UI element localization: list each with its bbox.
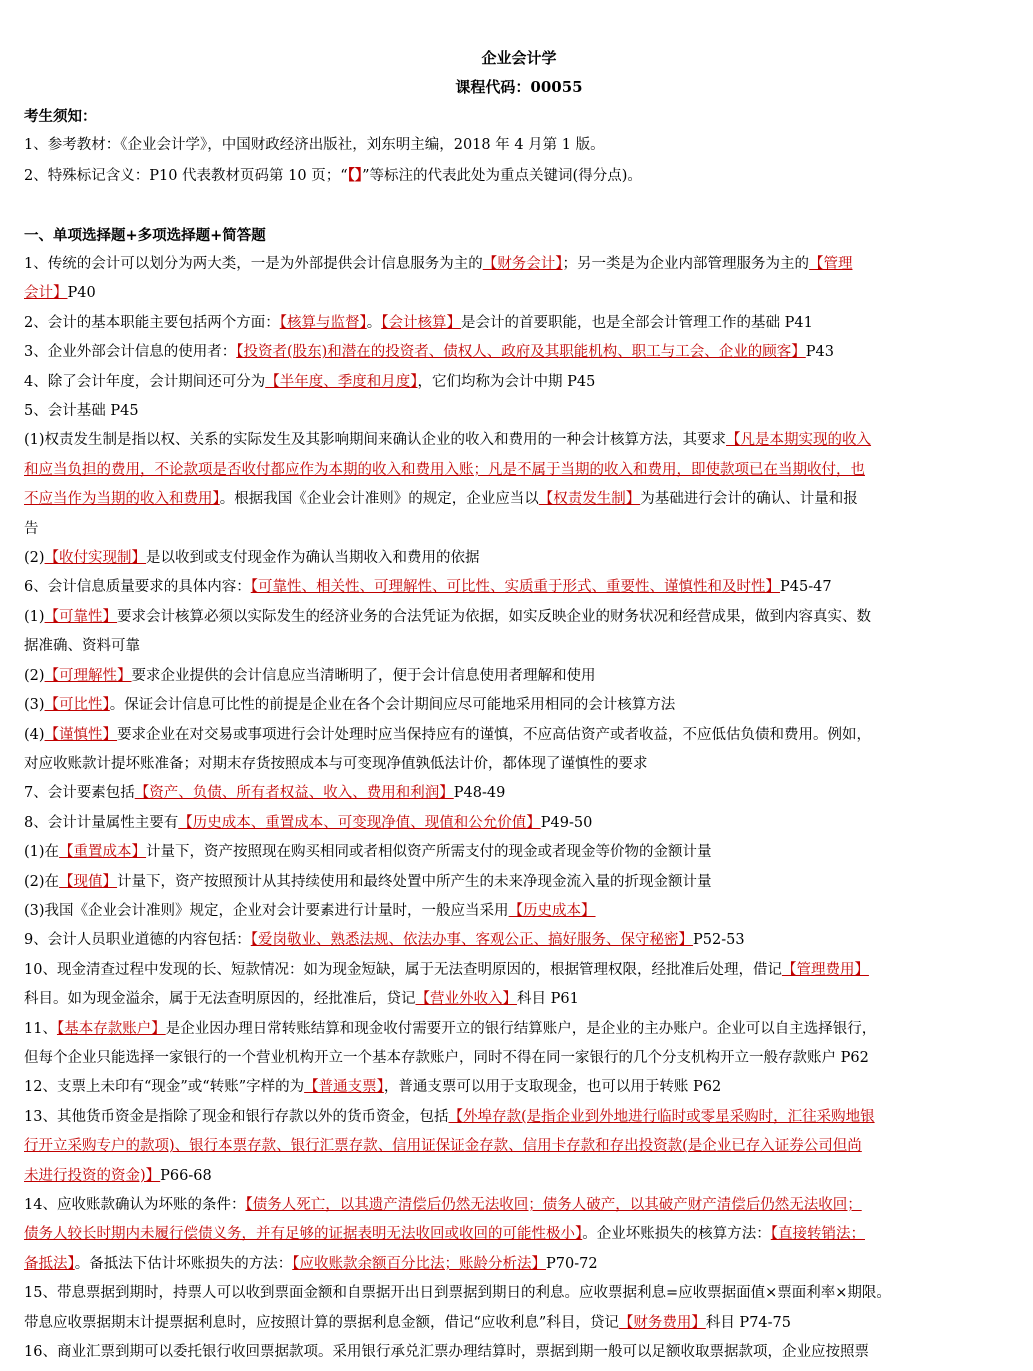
- text-line: [24, 868, 1014, 897]
- text-run: 要求会计核算必须以实际发生的经济业务的合法凭证为依据，如实反映企业的财务状况和经营成果，做到内容真实、数: [117, 608, 872, 625]
- text-run: 带息应收票据期末计提票据利息时，应按照计算的票据利息金额，借记“应收利息”科目，贷记: [24, 1314, 619, 1331]
- text-run: 4、除了会计年度，会计期间还可分为: [24, 373, 266, 390]
- notice-text: ”等标注的代表此处为重点关键词(得分点)。: [362, 167, 642, 184]
- notice-line-1: 1、参考教材：《企业会计学》，中国财政经济出版社，刘东明主编，2018 年 4 月第 1 版。: [24, 137, 605, 154]
- text-run: ；另一类是为企业内部管理服务为主的: [562, 256, 809, 273]
- keyword-highlight: 【可比性】: [44, 697, 110, 714]
- text-line: [24, 897, 1014, 926]
- text-run: 3、企业外部会计信息的使用者：: [24, 344, 237, 361]
- text-run: 。企业坏账损失的核算方法：: [582, 1226, 771, 1243]
- text-run: 据准确、资料可靠: [24, 638, 140, 655]
- text-line: [24, 1220, 1014, 1249]
- text-run: 告: [24, 520, 39, 537]
- text-run: (2): [24, 667, 45, 684]
- text-run: P48-49: [453, 785, 506, 802]
- keyword-highlight: 【重置成本】: [59, 844, 147, 861]
- text-run: 12、支票上未印有“现金”或“转账”字样的为: [24, 1079, 305, 1096]
- text-run: ，它们均称为会计中期 P45: [417, 373, 596, 390]
- text-line: [24, 1279, 1014, 1308]
- notice-heading: 考生须知：: [24, 108, 97, 125]
- text-run: 是以收到或支付现金作为确认当期收入和费用的依据: [146, 550, 480, 567]
- text-run: P45-47: [779, 579, 832, 596]
- keyword-highlight: 【财务会计】: [482, 256, 563, 273]
- notice-line-2: [24, 161, 1014, 191]
- keyword-highlight: 【直接转销法；: [770, 1226, 865, 1243]
- spacer: [24, 191, 1014, 220]
- text-run: 7、会计要素包括: [24, 785, 135, 802]
- text-run: P52-53: [692, 932, 745, 949]
- keyword-highlight: 【收付实现制】: [44, 550, 147, 567]
- text-line: [24, 1044, 1014, 1073]
- keyword-highlight: 【资产、负债、所有者权益、收入、费用和利润】: [134, 785, 454, 802]
- keyword-highlight: 【投资者(股东)和潜在的投资者、债权人、政府及其职能机构、职工与工会、企业的顾客】: [236, 344, 806, 361]
- text-run: (2)在: [24, 873, 60, 890]
- keyword-highlight: 【可靠性、相关性、可理解性、可比性、实质重于形式、重要性、谨慎性和及时性】: [250, 579, 780, 596]
- course-code: 课程代码：00055: [455, 78, 583, 96]
- text-line: [24, 691, 1014, 720]
- text-line: [24, 515, 1014, 544]
- text-line: [24, 573, 1014, 602]
- text-line: [24, 456, 1014, 485]
- text-line: [24, 250, 1014, 279]
- keyword-highlight: 行开立采购专户的款项)、银行本票存款、银行汇票存款、信用证保证金存款、信用卡存款和存出投资款(是企业已存入证券公司但尚: [24, 1138, 862, 1155]
- text-line: [24, 1103, 1014, 1132]
- keyword-highlight: 【会计核算】: [381, 314, 461, 331]
- keyword-highlight: 【应收账款余额百分比法；账龄分析法】: [292, 1255, 546, 1272]
- text-run: 。备抵法下估计坏账损失的方法：: [74, 1255, 293, 1272]
- text-line: [24, 809, 1014, 838]
- text-run: 16、商业汇票到期可以委托银行收回票据款项。采用银行承兑汇票办理结算时，票据到期一般可以足额收取票据款项，企业应按照票: [24, 1344, 869, 1361]
- text-line: [24, 1162, 1014, 1191]
- keyword-highlight: 不应当作为当期的收入和费用】: [24, 491, 220, 508]
- text-run: 。: [366, 314, 382, 331]
- text-line: [24, 926, 1014, 955]
- text-run: P49-50: [540, 814, 593, 831]
- keyword-marker-sample: 【】: [347, 166, 363, 184]
- text-line: [24, 368, 1014, 397]
- text-run: 对应收账款计提坏账准备；对期末存货按照成本与可变现净值孰低法计价，都体现了谨慎性的要求: [24, 755, 648, 772]
- text-run: 要求企业提供的会计信息应当清晰明了，便于会计信息使用者理解和使用: [131, 667, 596, 684]
- keyword-highlight: 【凡是本期实现的收入: [726, 432, 872, 449]
- text-run: ，普通支票可以用于支取现金，也可以用于转账 P62: [383, 1079, 722, 1096]
- text-line: [24, 1191, 1014, 1220]
- keyword-highlight: 【现值】: [59, 873, 118, 890]
- text-run: 15、带息票据到期时，持票人可以收到票面金额和自票据开出日到票据到期日的利息。应收票据利息=应收票据面值×票面利率×期限。: [24, 1285, 891, 1302]
- keyword-highlight: 【可靠性】: [44, 608, 118, 625]
- keyword-highlight: 【谨慎性】: [44, 726, 118, 743]
- keyword-highlight: 【历史成本】: [508, 902, 596, 919]
- text-line: [24, 426, 1014, 455]
- text-line: [24, 397, 1014, 426]
- text-line: [24, 603, 1014, 632]
- text-run: P66-68: [160, 1167, 212, 1184]
- text-run: 14、应收账款确认为坏账的条件：: [24, 1197, 246, 1214]
- text-line: [24, 956, 1014, 985]
- text-line: [24, 1338, 1014, 1367]
- text-line: [24, 279, 1014, 308]
- text-run: 6、会计信息质量要求的具体内容：: [24, 579, 251, 596]
- keyword-highlight: 【可理解性】: [44, 667, 132, 684]
- keyword-highlight: 【财务费用】: [618, 1314, 706, 1331]
- keyword-highlight: 【普通支票】: [304, 1079, 384, 1096]
- text-line: [24, 1132, 1014, 1161]
- keyword-highlight: 【基本存款账户】: [56, 1020, 166, 1037]
- keyword-highlight: 【外埠存款(是指企业到外地进行临时或零星采购时，汇往采购地银: [448, 1108, 875, 1125]
- text-run: P43: [805, 344, 835, 361]
- keyword-highlight: 债务人较长时期内未履行偿债义务，并有足够的证据表明无法收回或收回的可能性极小】: [24, 1226, 583, 1243]
- text-run: (3)我国《企业会计准则》规定，企业对会计要素进行计量时，一般应当采用: [24, 902, 509, 919]
- text-run: 科目。如为现金溢余，属于无法查明原因的，经批准后，贷记: [24, 991, 416, 1008]
- keyword-highlight: 【爱岗敬业、熟悉法规、依法办事、客观公正、搞好服务、保守秘密】: [250, 932, 693, 949]
- text-run: 计量下，资产按照预计从其持续使用和最终处置中所产生的未来净现金流入量的折现金额计量: [117, 873, 712, 890]
- text-line: [24, 338, 1014, 367]
- text-run: (3): [24, 697, 45, 714]
- text-line: [24, 750, 1014, 779]
- text-run: 13、其他货币资金是指除了现金和银行存款以外的货币资金，包括: [24, 1108, 449, 1125]
- notice-text: 2、特殊标记含义：P10 代表教材页码第 10 页；“: [24, 167, 348, 184]
- text-run: 9、会计人员职业道德的内容包括：: [24, 932, 251, 949]
- text-run: 是企业因办理日常转账结算和现金收付需要开立的银行结算账户，是企业的主办账户。企业可以自主选择银行，: [165, 1020, 877, 1037]
- text-run: (1)在: [24, 844, 60, 861]
- text-line: [24, 662, 1014, 691]
- keyword-highlight: 【半年度、季度和月度】: [265, 373, 418, 390]
- text-line: [24, 632, 1014, 661]
- text-line: [24, 1015, 1014, 1044]
- content-body: [24, 250, 1014, 1367]
- text-line: [24, 1309, 1014, 1338]
- text-line: [24, 485, 1014, 514]
- keyword-highlight: 未进行投资的资金)】: [24, 1167, 161, 1184]
- text-run: 。保证会计信息可比性的前提是企业在各个会计期间应尽可能地采用相同的会计核算方法: [109, 697, 676, 714]
- text-line: [24, 721, 1014, 750]
- keyword-highlight: 会计】: [24, 285, 68, 302]
- text-run: 计量下，资产按照现在购买相同或者相似资产所需支付的现金或者现金等价物的金额计量: [146, 844, 712, 861]
- text-run: 8、会计计量属性主要有: [24, 814, 179, 831]
- text-run: 科目 P74-75: [705, 1314, 791, 1331]
- text-line: [24, 544, 1014, 573]
- text-run: 10、现金清查过程中发现的长、短款情况：如为现金短缺，属于无法查明原因的，根据管理权限，经批准后处理，借记: [24, 961, 782, 978]
- keyword-highlight: 【历史成本、重置成本、可变现净值、现值和公允价值】: [178, 814, 541, 831]
- text-line: [24, 309, 1014, 338]
- text-run: 。根据我国《企业会计准则》的规定，企业应当以: [219, 491, 539, 508]
- keyword-highlight: 和应当负担的费用，不论款项是否收付都应作为本期的收入和费用入账；凡是不属于当期的收入和费用，即使款项已在当期收付，也: [24, 461, 865, 478]
- text-line: [24, 1073, 1014, 1102]
- text-run: (1): [24, 608, 45, 625]
- text-run: P70-72: [546, 1255, 598, 1272]
- keyword-highlight: 【权责发生制】: [538, 491, 641, 508]
- text-line: [24, 779, 1014, 808]
- keyword-highlight: 【营业外收入】: [415, 991, 517, 1008]
- doc-title: 企业会计学: [481, 49, 557, 67]
- keyword-highlight: 备抵法】: [24, 1255, 75, 1272]
- text-run: 为基础进行会计的确认、计量和报: [640, 491, 858, 508]
- text-run: 要求企业在对交易或事项进行会计处理时应当保持应有的谨慎，不应高估资产或者收益，不应低估负债和费用。例如，: [117, 726, 872, 743]
- text-run: 5、会计基础 P45: [24, 403, 139, 420]
- keyword-highlight: 【管理: [808, 256, 853, 273]
- text-run: (1)权责发生制是指以权、关系的实际发生及其影响期间来确认企业的收入和费用的一种会计核算方法，其要求: [24, 432, 727, 449]
- text-run: 是会计的首要职能，也是全部会计管理工作的基础 P41: [460, 314, 813, 331]
- section-heading: 一、单项选择题+多项选择题+简答题: [24, 226, 266, 244]
- text-line: [24, 1250, 1014, 1279]
- text-run: 1、传统的会计可以划分为两大类，一是为外部提供会计信息服务为主的: [24, 256, 483, 273]
- text-run: 科目 P61: [517, 991, 579, 1008]
- text-line: [24, 838, 1014, 867]
- text-line: [24, 985, 1014, 1014]
- text-run: P40: [67, 285, 96, 302]
- document-page: [24, 44, 1014, 1367]
- text-run: 11、: [24, 1020, 57, 1037]
- keyword-highlight: 【管理费用】: [781, 961, 869, 978]
- text-run: 2、会计的基本职能主要包括两个方面：: [24, 314, 280, 331]
- text-run: (2): [24, 550, 45, 567]
- keyword-highlight: 【债务人死亡，以其遗产清偿后仍然无法收回；债务人破产，以其破产财产清偿后仍然无法收回；: [245, 1197, 862, 1214]
- text-run: 但每个企业只能选择一家银行的一个营业机构开立一个基本存款账户，同时不得在同一家银行的几个分支机构开立一般存款账户 P62: [24, 1049, 869, 1066]
- text-run: (4): [24, 726, 45, 743]
- keyword-highlight: 【核算与监督】: [279, 314, 367, 331]
